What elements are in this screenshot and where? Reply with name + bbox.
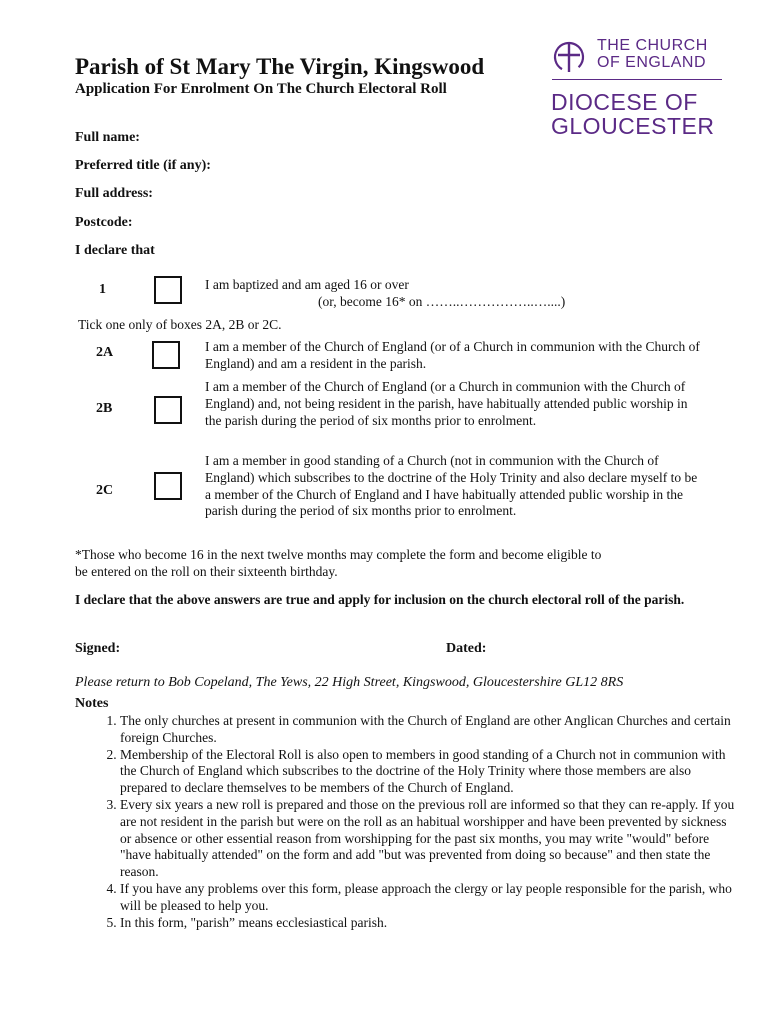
page-subtitle: Application For Enrolment On The Church Electoral Roll xyxy=(75,81,447,97)
declaration-1-line1: I am baptized and am aged 16 or over xyxy=(205,277,409,292)
option-2a-number: 2A xyxy=(96,345,114,360)
church-of-england-cross-icon xyxy=(552,40,586,74)
note-item: 1. The only churches at present in communion with the Church of England are other Anglican Churches and certain foreign Churches. xyxy=(120,713,740,747)
final-declaration: I declare that the above answers are true and apply for inclusion on the church electoral roll of the parish. xyxy=(75,592,685,607)
note-item: 5. In this form, "parish” means ecclesiastical parish. xyxy=(120,915,740,932)
logo-line3: DIOCESE OF xyxy=(551,89,698,115)
option-2a-checkbox[interactable] xyxy=(152,341,180,369)
postcode-label: Postcode: xyxy=(75,215,133,230)
signed-label: Signed: xyxy=(75,641,121,656)
option-2b-text: I am a member of the Church of England (or a Church in communion with the Church of England) and, not being resident in the parish, have habitually attended public worship in the parish during the period of six months prior to enrolment. xyxy=(205,379,688,428)
logo-church-text xyxy=(597,37,708,71)
logo-divider xyxy=(552,79,722,80)
option-2c-number: 2C xyxy=(96,483,114,498)
logo-diocese-text xyxy=(551,90,714,138)
option-2c-text: I am a member in good standing of a Church (not in communion with the Church of England) which subscribes to the doctrine of the Holy Trinity and also declare myself to be a member of the Church of England and I have habitually attended public worship in the parish during the period of six months prior to enrolment. xyxy=(205,453,698,519)
full-name-label: Full name: xyxy=(75,130,140,145)
tick-instruction: Tick one only of boxes 2A, 2B or 2C. xyxy=(78,317,282,332)
preferred-title-label: Preferred title (if any): xyxy=(75,158,211,173)
note-item: 4. If you have any problems over this form, please approach the clergy or lay people responsible for the parish, who will be pleased to help you. xyxy=(120,881,740,915)
logo-line2: OF ENGLAND xyxy=(597,54,707,71)
logo-line1: THE CHURCH xyxy=(597,37,708,54)
logo-line4: GLOUCESTER xyxy=(551,113,715,139)
return-address: Please return to Bob Copeland, The Yews, 22 High Street, Kingswood, Gloucestershire GL12 8RS xyxy=(75,675,624,690)
note-item: 2. Membership of the Electoral Roll is also open to members in good standing of a Church not in communion with the Church of England which subscribes to the doctrine of the Holy Trinity where those members are also prepared to declare themselves to be members of the Church of England. xyxy=(120,747,740,797)
option-2b-checkbox[interactable] xyxy=(154,396,182,424)
declaration-1-line2: (or, become 16* on ……..……………..…....) xyxy=(318,294,566,309)
option-2c-checkbox[interactable] xyxy=(154,472,182,500)
note-item: 3. Every six years a new roll is prepared and those on the previous roll are informed so that they can re-apply. If you are not resident in the parish but were on the roll as an habitual worshipper and have been prevented by sickness or absence or other essential reason from worshipping for the past six months, you may write "would" before "have habitually attended" on the form and add "but was prevented from doing so because" and then state the reason. xyxy=(120,797,740,881)
declare-label: I declare that xyxy=(75,243,155,258)
declaration-1-number: 1 xyxy=(99,282,106,297)
footnote-line2: be entered on the roll on their sixteenth birthday. xyxy=(75,564,338,579)
option-2b-number: 2B xyxy=(96,401,113,416)
dated-label: Dated: xyxy=(446,641,487,656)
notes-list xyxy=(75,713,740,931)
footnote-line1: *Those who become 16 in the next twelve months may complete the form and become eligible to xyxy=(75,547,602,562)
notes-heading: Notes xyxy=(75,696,109,711)
declaration-1-checkbox[interactable] xyxy=(154,276,182,304)
full-address-label: Full address: xyxy=(75,186,153,201)
option-2a-text: I am a member of the Church of England (or of a Church in communion with the Church of England) and am a resident in the parish. xyxy=(205,339,700,371)
page-title: Parish of St Mary The Virgin, Kingswood xyxy=(75,54,485,79)
